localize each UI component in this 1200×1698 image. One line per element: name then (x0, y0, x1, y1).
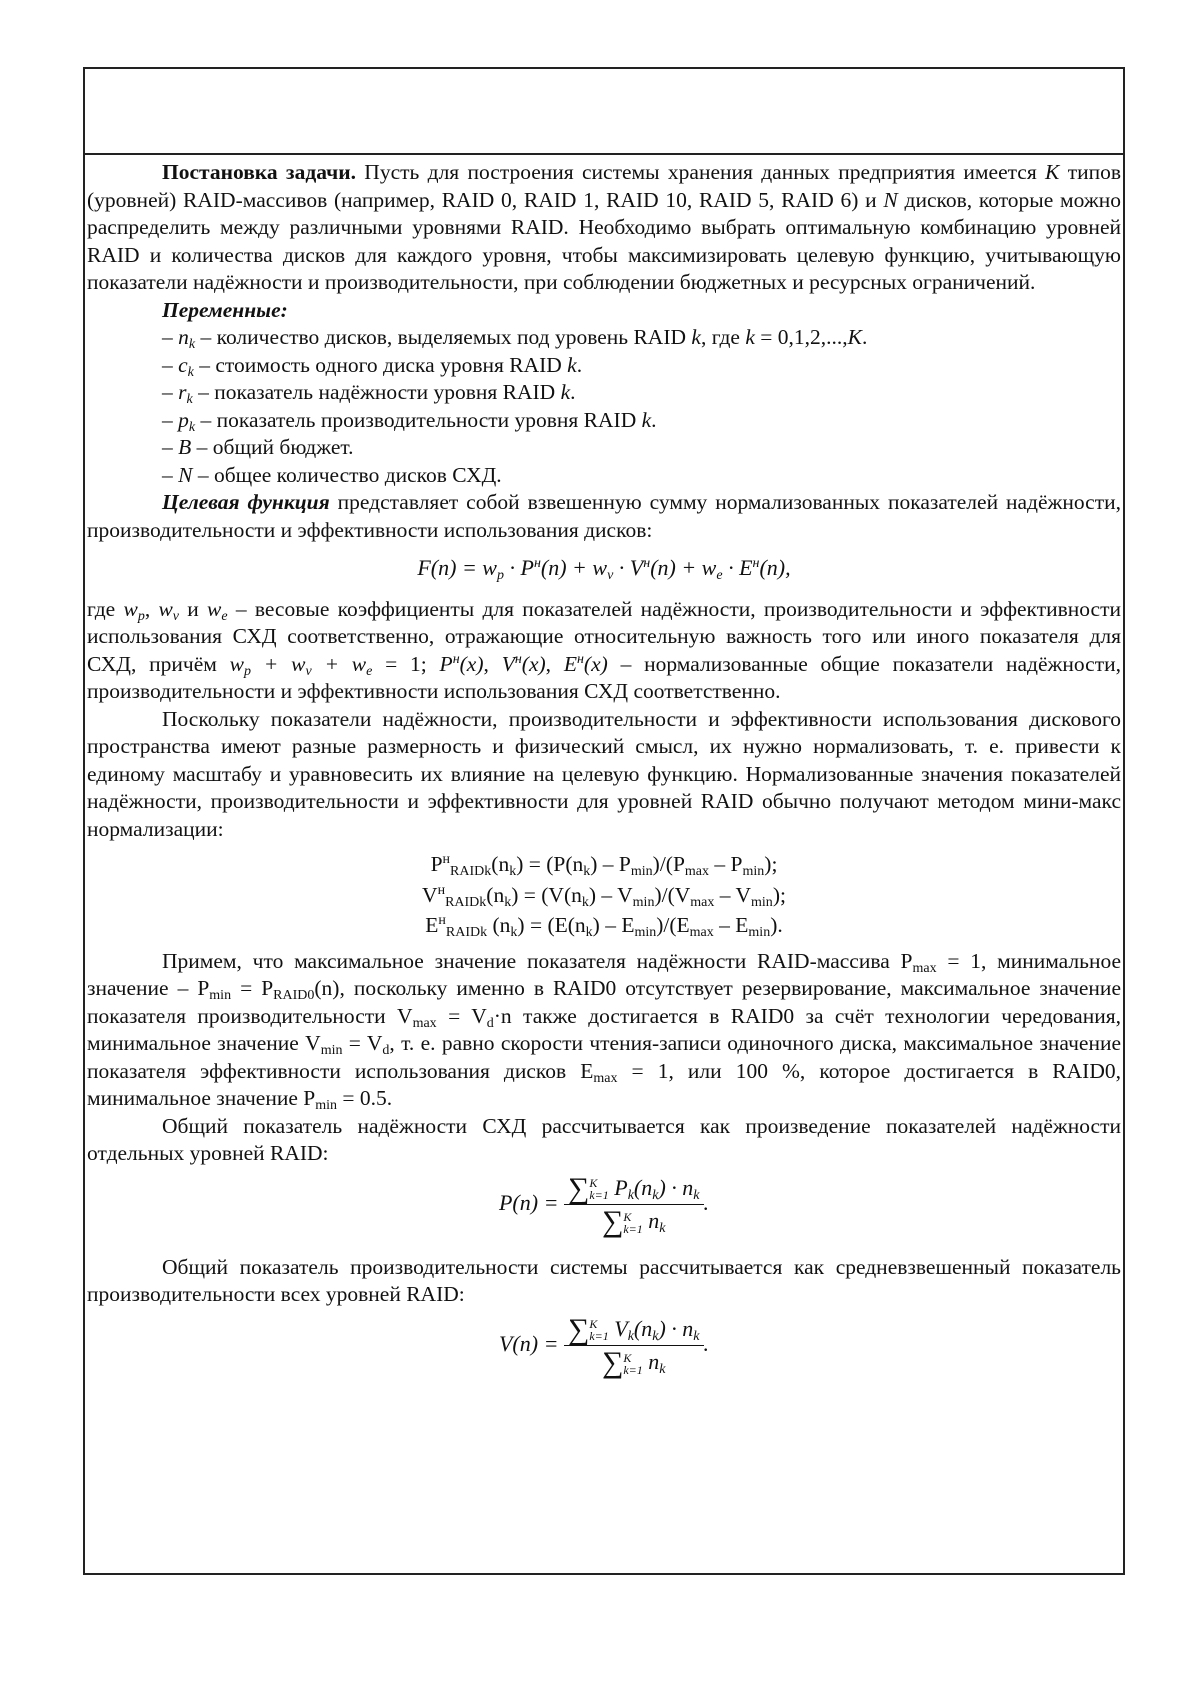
assumption-paragraph: Примем, что максимальное значение показателя надёжности RAID-массива $P_{max} = 1$, минимальное значение – $P_{min} = P_{RAID0}(n)$, поскольку именно в RAID0 отсутствует резервирование, максимальное значение показателя производительности $V_{max} = V_d\cdot n$ также достигается в RAID0 за счёт технологии чередования, минимальное значение $V_{min} = V_d$, т. е. равно скорости чтения-записи одиночного диска, максимальное значение показателя эффективности использования дисков $E_{max} = 1$, или 100 %, которое достигается в RAID0, минимальное значение $P_{min} = 0.5$. (87, 948, 1122, 1113)
performance-formula: V(n) = ∑K k=1 $V_k(n_k) \cdot n_k$ ∑K k=1 $n_k$ . (498, 1312, 710, 1379)
variable-item: – N – общее количество дисков СХД. (162, 462, 502, 487)
variables-heading: Переменные: (162, 297, 288, 322)
variable-item: – B – общий бюджет. (162, 435, 354, 459)
problem-statement-paragraph: Постановка задачи. Пусть для построения системы хранения данных предприятия имеется K типов (уровней) RAID-массивов (например, RAID 0, RAID 1, RAID 10, RAID 5, RAID 6) и N дисков, которые можно распределить между различными уровнями RAID. Необходимо выбрать оптимальную комбинацию уровней RAID и количества дисков для каждого уровня, чтобы максимизировать целевую функцию, учитывающую показатели надёжности и производительности, при соблюдении бюджетных и ресурсных ограничений. (87, 160, 1121, 294)
variable-item: – $c_k$ – стоимость одного диска уровня RAID k. (162, 352, 583, 380)
normalization-formula-v: $V^н_{RAIDk}(n_k) = (V(n_k) - V_{min})/(V_{max} - V_{min})$; (422, 882, 786, 910)
reliability-formula: P(n) = ∑K k=1 $P_k(n_k) \cdot n_k$ ∑K k=1 $n_k$ . (498, 1171, 710, 1238)
page-frame (83, 67, 1125, 1575)
normalization-formula-p: $P^н_{RAIDk}(n_k) = (P(n_k) - P_{min})/(P_{max} - P_{min})$; (430, 852, 778, 879)
section-heading: Постановка задачи. (162, 160, 356, 184)
weights-paragraph: где $w_p$, $w_v$ и $w_e$ – весовые коэффициенты для показателей надёжности, производительности и эффективности использования СХД соответственно, отражающие относительную важность того или иного показателя для СХД, причём $w_p + w_v + w_e = 1$; $P^н(x)$, $V^н(x)$, $E^н(x)$ – нормализованные общие показатели надёжности, производительности и эффективности использования СХД соответственно. (87, 596, 1121, 703)
normalization-paragraph: Поскольку показатели надёжности, производительности и эффективности использования дискового пространства имеют разные размерность и физический смысл, их нужно нормализовать, т. е. привести к единому масштабу и уравновесить их влияние на целевую функцию. Нормализованные значения показателей надёжности, производительности и эффективности для уровней RAID обычно получают методом мини-макс нормализации: (87, 706, 1121, 841)
normalization-formula-e: $E^н_{RAIDk}$ $(n_k) = (E(n_k) - E_{min})/(E_{max} - E_{min})$. (425, 913, 783, 940)
variable-item: – $r_k$ – показатель надёжности уровня RAID k. (162, 380, 576, 407)
objective-formula: $F(n) = w_p \cdot P^н(n) + w_v \cdot V^н(n) + w_e \cdot E^н(n)$, (417, 555, 791, 583)
header-box (85, 69, 1123, 155)
reliability-paragraph: Общий показатель надёжности СХД рассчитывается как произведение показателей надёжности отдельных уровней RAID: (87, 1113, 1121, 1165)
objective-paragraph: Целевая функция представляет собой взвешенную сумму нормализованных показателей надёжности, производительности и эффективности использования дисков: (87, 490, 1121, 542)
performance-paragraph: Общий показатель производительности системы рассчитывается как средневзвешенный показатель производительности всех уровней RAID: (87, 1254, 1121, 1306)
document-body (87, 159, 1121, 1387)
variable-item: – $n_k$ – количество дисков, выделяемых под уровень RAID k, где k = 0,1,2,...,K. (162, 325, 868, 352)
variable-item: – $p_k$ – показатель производительности уровня RAID k. (162, 407, 657, 435)
